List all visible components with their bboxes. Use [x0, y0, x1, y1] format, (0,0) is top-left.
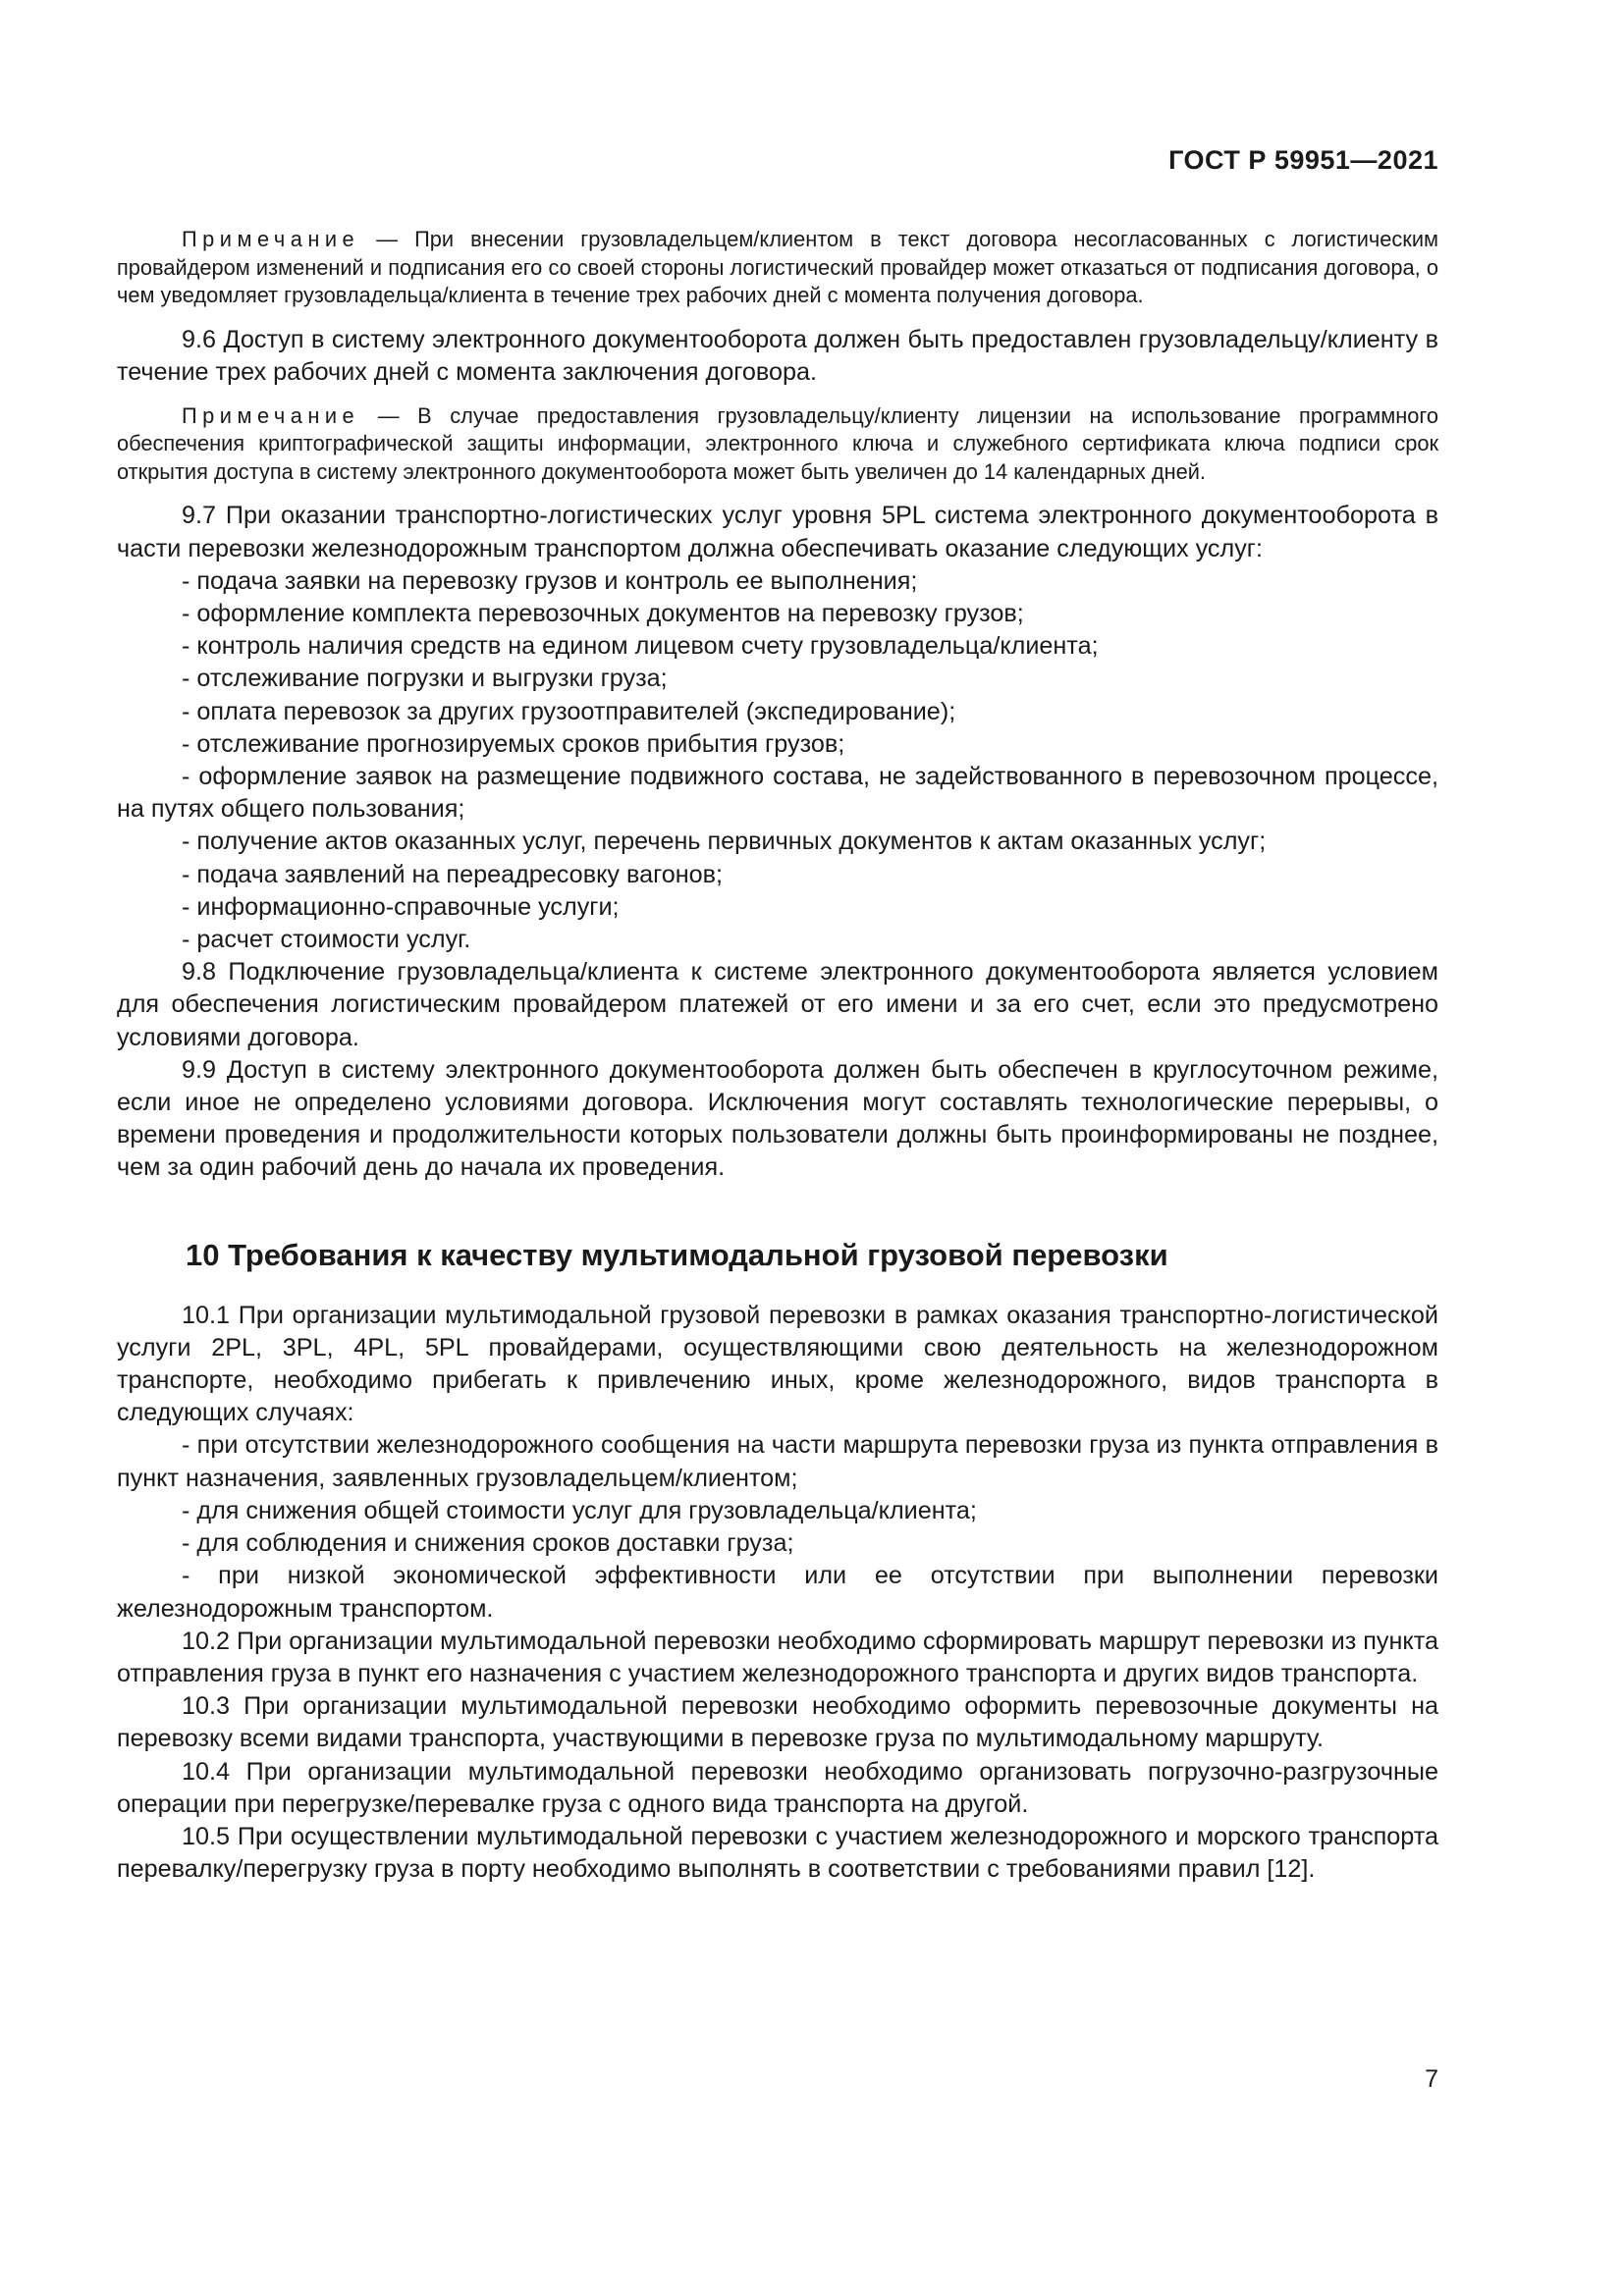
list-item: - для снижения общей стоимости услуг для грузовладельца/клиента; [182, 1496, 977, 1524]
page-number: 7 [1425, 2065, 1438, 2093]
clause-9-8: 9.8 Подключение грузовладельца/клиента к системе электронного документооборота является условием для обеспечения логистическим провайдером платежей от его имени и за его счет, если это предусмотрено условиями договора. [117, 958, 1438, 1051]
clause-9-7: 9.7 При оказании транспортно-логистических услуг уровня 5PL система электронного документооборота в части перевозки железнодорожным транспортом должна обеспечивать оказание следующих услуг: [117, 502, 1438, 562]
list-item: - для соблюдения и снижения сроков доставки груза; [182, 1529, 794, 1558]
clause-10-2: 10.2 При организации мультимодальной перевозки необходимо сформировать маршрут перевозки из пункта отправления груза в пункт его назначения с участием железнодорожного транспорта и других видов транспорта. [117, 1627, 1438, 1687]
list-item: - оформление комплекта перевозочных документов на перевозку грузов; [182, 600, 1024, 628]
list-item: - расчет стоимости услуг. [182, 926, 471, 954]
note-label: Примечание [182, 227, 360, 251]
list-item: - получение актов оказанных услуг, перечень первичных документов к актам оказанных услуг; [182, 828, 1267, 856]
note-2 [117, 402, 1438, 487]
list-item: - при низкой экономической эффективности или ее отсутствии при выполнении перевозки железнодорожным транспортом. [117, 1562, 1438, 1623]
list-item: - при отсутствии железнодорожного сообщения на части маршрута перевозки груза из пункта отправления в пункт назначения, заявленных грузовладельцем/клиентом; [117, 1431, 1438, 1492]
clause-10-1-list [117, 1429, 1438, 1625]
list-item: - подача заявлений на переадресовку вагонов; [182, 860, 724, 888]
list-item: - информационно-справочные услуги; [182, 892, 620, 921]
note-dash: — [359, 227, 415, 251]
clause-9-9: 9.9 Доступ в систему электронного документооборота должен быть обеспечен в круглосуточном режиме, если иное не определено условиями договора. Исключения могут составлять технологические перерывы, о времени проведения и продолжительности которых пользователи должны быть проинформированы не позднее, чем за один рабочий день до начала их проведения. [117, 1055, 1438, 1182]
list-item: - оформление заявок на размещение подвижного состава, не задействованного в перевозочном процессе, на путях общего пользования; [117, 763, 1438, 824]
list-item: - отслеживание прогнозируемых сроков прибытия грузов; [182, 729, 845, 758]
clause-10-5: 10.5 При осуществлении мультимодальной перевозки с участием железнодорожного и морского транспорта перевалку/перегрузку груза в порту необходимо выполнять в соответствии с требованиями правил [12]. [117, 1822, 1438, 1884]
note-dash: — [359, 402, 418, 428]
list-item: - отслеживание погрузки и выгрузки груза; [182, 665, 668, 693]
note-text: При внесении грузовладельцем/клиентом в текст договора несогласованных с логистическим провайдером изменений и подписания его со своей стороны логистический провайдер может отказаться от подписания договора, о чем уведомляет грузовладельца/клиента в течение трех рабочих дней с момента получения договора. [117, 227, 1438, 307]
list-item: - оплата перевозок за других грузоотправителей (экспедирование); [182, 697, 956, 725]
list-item: - подача заявки на перевозку грузов и контроль ее выполнения; [182, 566, 918, 595]
document-code-header: ГОСТ Р 59951—2021 [1168, 145, 1438, 175]
clause-9-6: 9.6 Доступ в систему электронного документооборота должен быть предоставлен грузовладельцу/клиенту в течение трех рабочих дней с момента заключения договора. [117, 325, 1438, 386]
note-text: В случае предоставления грузовладельцу/клиенту лицензии на использование программного обеспечения криптографической защиты информации, электронного ключа и служебного сертификата ключа подписи срок открытия доступа в систему электронного документооборота может быть увеличен до 14 календарных дней. [117, 402, 1438, 484]
note-1 [117, 226, 1438, 310]
clause-10-3: 10.3 При организации мультимодальной перевозки необходимо оформить перевозочные документы на перевозку всеми видами транспорта, участвующими в перевозке груза по мультимодальному маршруту. [117, 1692, 1438, 1753]
list-item: - контроль наличия средств на едином лицевом счету грузовладельца/клиента; [182, 632, 1099, 661]
clause-10-4: 10.4 При организации мультимодальной перевозки необходимо организовать погрузочно-разгрузочные операции при перегрузке/перевалке груза с одного вида транспорта на другой. [117, 1757, 1438, 1818]
note-label: Примечание [182, 402, 360, 428]
clause-10-1: 10.1 При организации мультимодальной грузовой перевозки в рамках оказания транспортно-логистической услуги 2PL, 3PL, 4PL, 5PL провайдерами, осуществляющими свою деятельность на железнодорожном транспорте, необходимо прибегать к привлечению иных, кроме железнодорожного, видов транспорта в следующих случаях: [117, 1301, 1438, 1427]
clause-9-7-list [117, 565, 1438, 956]
section-heading: 10 Требования к качеству мультимодальной грузовой перевозки [186, 1237, 1168, 1272]
document-body [117, 226, 1438, 1886]
